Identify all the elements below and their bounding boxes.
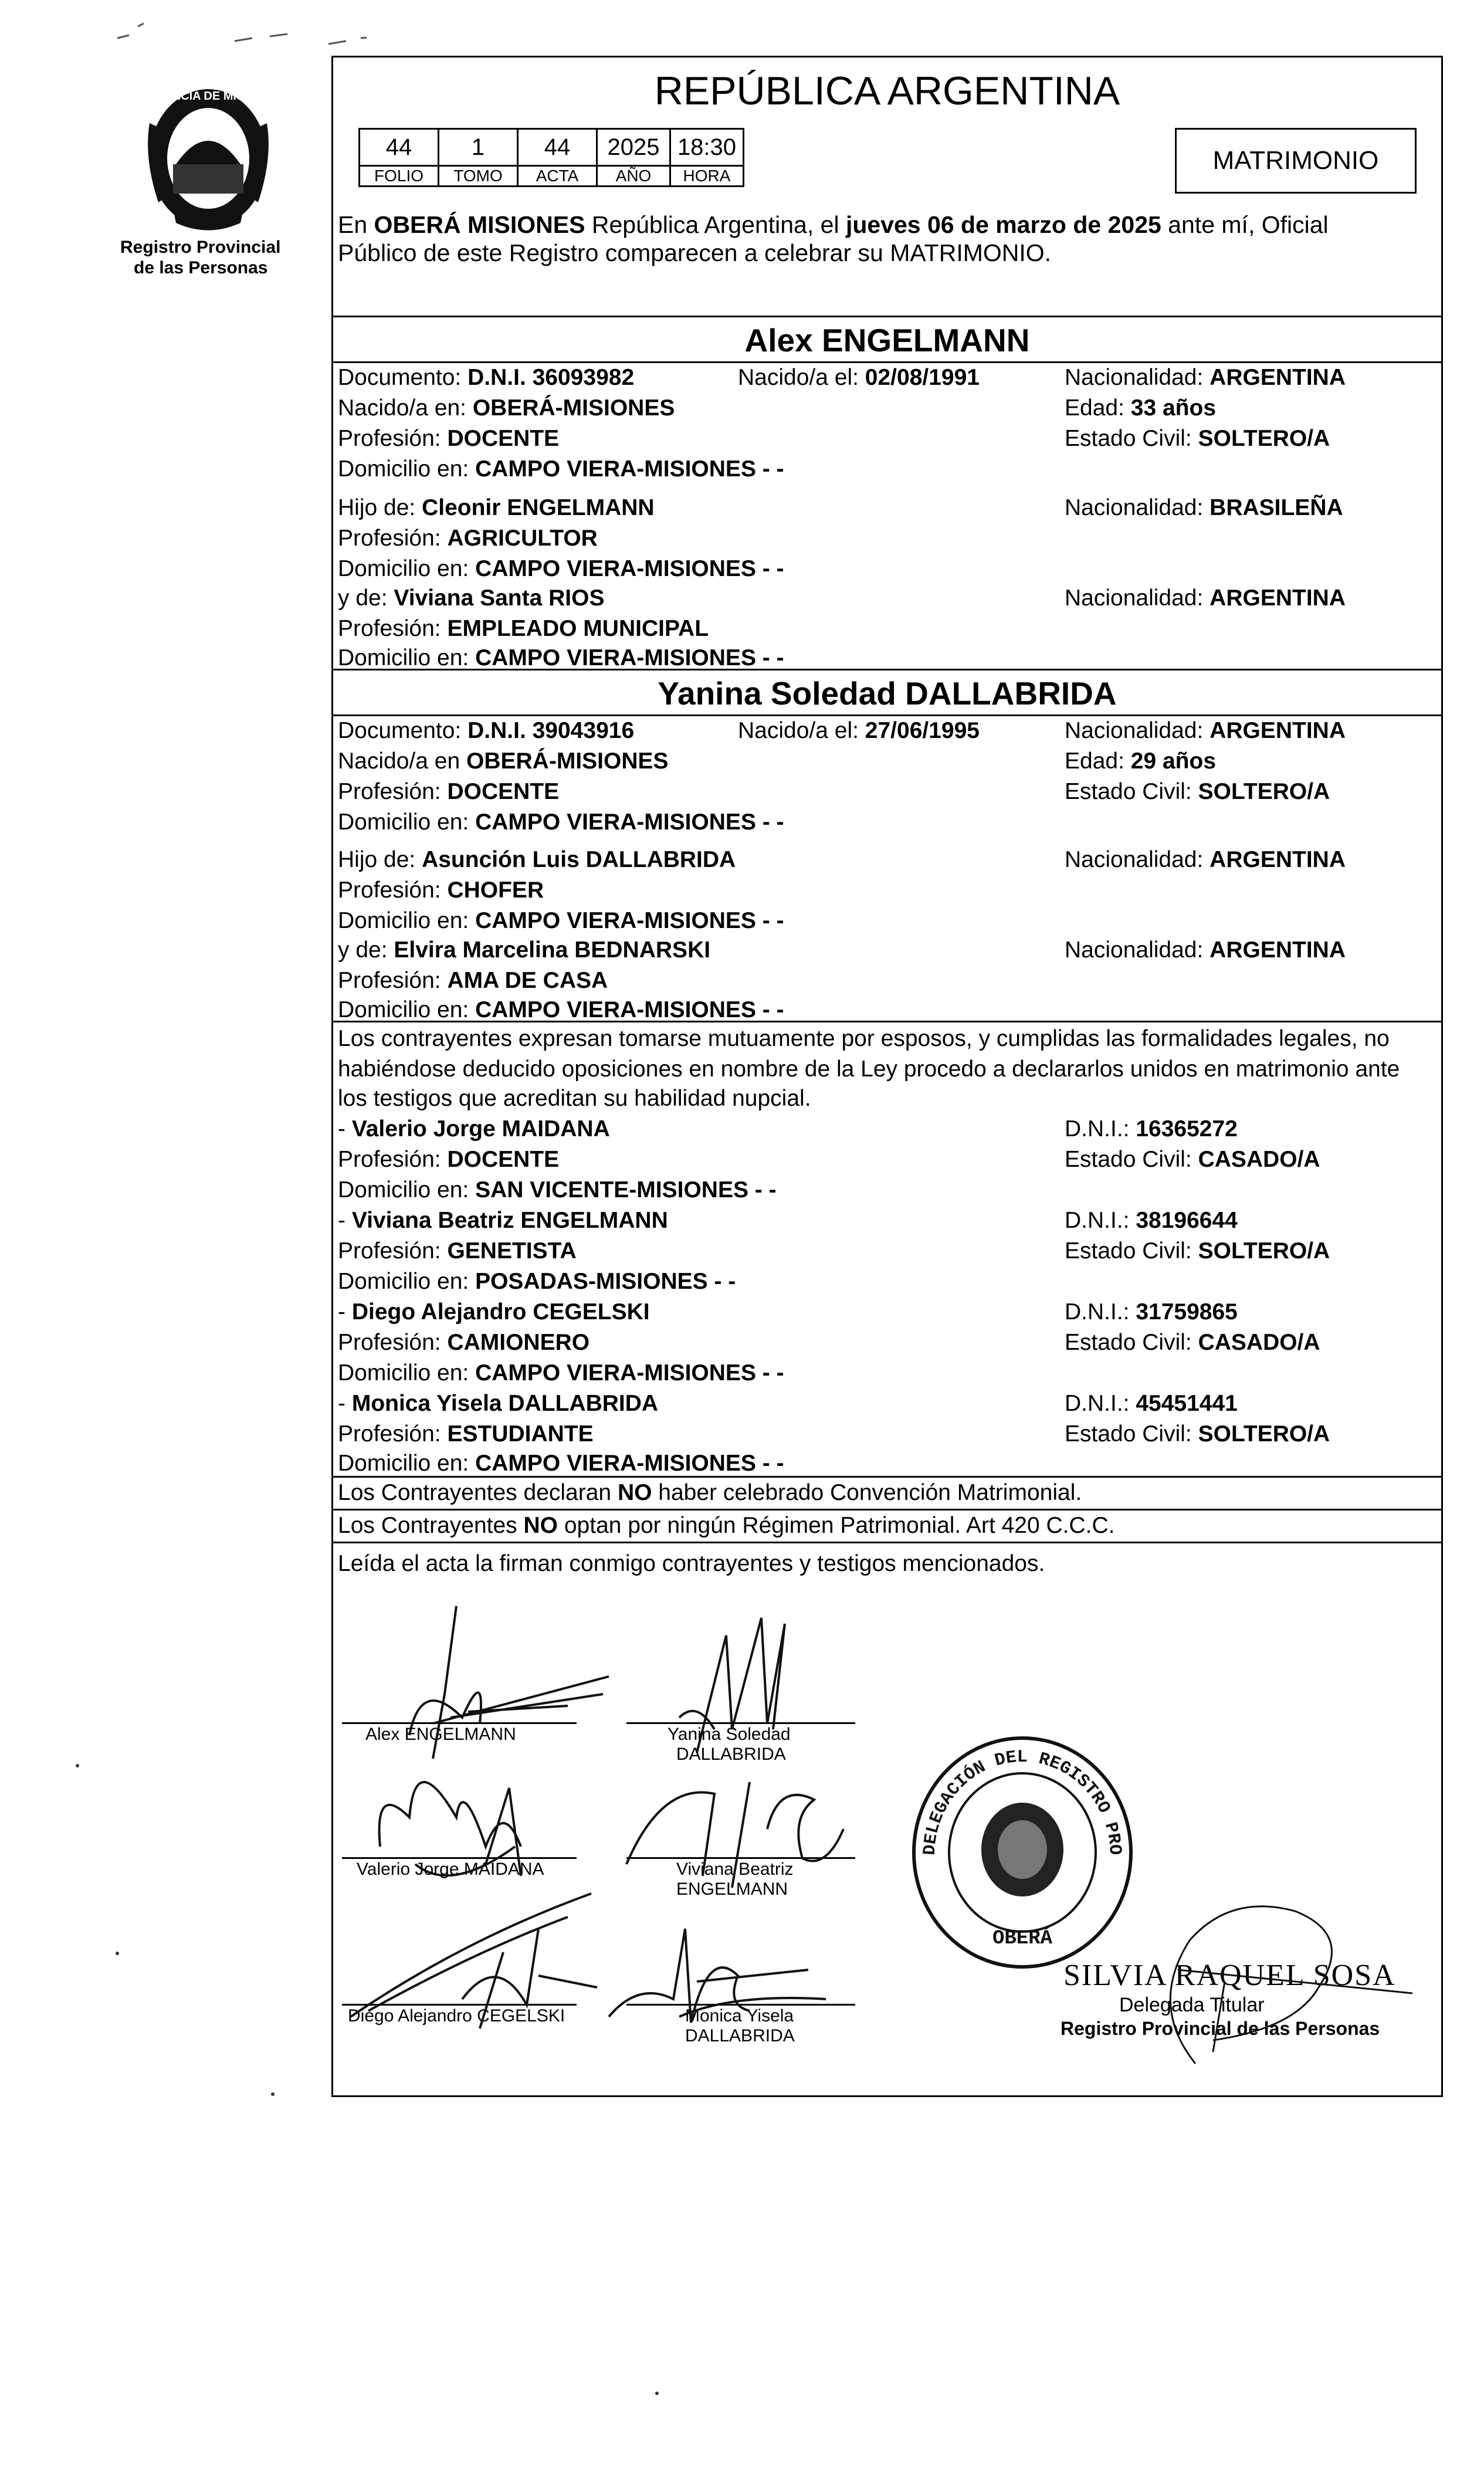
spouse2-mother-nationality: Nacionalidad: ARGENTINA (1065, 937, 1346, 963)
spouse1-address: Domicilio en: CAMPO VIERA-MISIONES - - (338, 456, 784, 482)
folio-label: FOLIO (360, 166, 439, 187)
witness-2-civil-status: Estado Civil: SOLTERO/A (1065, 1238, 1330, 1264)
official-signature (1143, 1888, 1448, 2075)
witness-1-profession: Profesión: DOCENTE (338, 1147, 560, 1172)
spouse2-mother-address: Domicilio en: CAMPO VIERA-MISIONES - - (338, 997, 784, 1022)
spouse1-name: Alex ENGELMANN (744, 322, 1030, 358)
spouse1-birth-place: Nacido/a en: OBERÁ-MISIONES (338, 395, 675, 421)
witness-2-dni: D.N.I.: 38196644 (1065, 1208, 1238, 1233)
spouse2-profession: Profesión: DOCENTE (338, 779, 560, 804)
spouse2-father-name: Hijo de: Asunción Luis DALLABRIDA (338, 847, 736, 872)
witness-4-profession: Profesión: ESTUDIANTE (338, 1421, 594, 1447)
sig-label-yanina-1: Yanina Soledad (668, 1725, 791, 1744)
emblem-caption-2: de las Personas (134, 258, 268, 277)
spouse2-mother-profession: Profesión: AMA DE CASA (338, 968, 608, 993)
anio-label: AÑO (597, 166, 670, 187)
witness-1-name: - Valerio Jorge MAIDANA (338, 1116, 610, 1142)
spouse2-address: Domicilio en: CAMPO VIERA-MISIONES - - (338, 810, 784, 835)
spouse2-age: Edad: 29 años (1065, 749, 1217, 774)
signature-intro: Leída el acta la firman conmigo contrayentes y testigos mencionados. (338, 1551, 1045, 1576)
acta-value: 44 (518, 129, 597, 166)
misiones-coat-of-arms-icon (132, 76, 284, 235)
spouse1-documento: Documento: D.N.I. 36093982 (338, 365, 635, 390)
spouse1-nationality: Nacionalidad: ARGENTINA (1065, 365, 1346, 390)
spouse2-birth-place: Nacido/a en OBERÁ-MISIONES (338, 749, 669, 774)
spouse2-nationality: Nacionalidad: ARGENTINA (1065, 718, 1346, 743)
sig-label-viviana-1: Viviana Beatriz (676, 1860, 794, 1879)
official-org: Registro Provincial de las Personas (1061, 2018, 1380, 2039)
spouse2-birth-date: Nacido/a el: 27/06/1995 (738, 718, 980, 743)
spouse1-father-address: Domicilio en: CAMPO VIERA-MISIONES - - (338, 556, 784, 581)
declaration-line-3: los testigos que acreditan su habilidad nupcial. (338, 1086, 811, 1111)
witness-3-name: - Diego Alejandro CEGELSKI (338, 1299, 650, 1325)
spouse1-profession: Profesión: DOCENTE (338, 426, 560, 451)
spouse1-father-profession: Profesión: AGRICULTOR (338, 526, 598, 551)
tomo-value: 1 (439, 129, 518, 166)
spouse1-mother-name: y de: Viviana Santa RIOS (338, 585, 605, 611)
acta-label: ACTA (518, 166, 597, 187)
witness-3-address: Domicilio en: CAMPO VIERA-MISIONES - - (338, 1360, 784, 1386)
witness-4-civil-status: Estado Civil: SOLTERO/A (1065, 1421, 1330, 1447)
svg-text:OBERÁ: OBERÁ (992, 1928, 1053, 1950)
spouse1-father-nationality: Nacionalidad: BRASILEÑA (1065, 495, 1343, 520)
hora-value: 18:30 (670, 129, 744, 166)
spouse1-civil-status: Estado Civil: SOLTERO/A (1065, 426, 1330, 451)
sig-label-valerio: Valerio Jorge MAIDANA (357, 1860, 544, 1879)
matrimonial-convention: Los Contrayentes declaran NO haber celebrado Convención Matrimonial. (338, 1480, 1082, 1505)
sig-label-alex: Alex ENGELMANN (365, 1725, 516, 1744)
spouse2-name: Yanina Soledad DALLABRIDA (658, 675, 1117, 712)
spouse2-father-address: Domicilio en: CAMPO VIERA-MISIONES - - (338, 908, 784, 933)
signature-yanina (626, 1612, 861, 1753)
spouse2-father-profession: Profesión: CHOFER (338, 878, 544, 903)
spouse2-father-nationality: Nacionalidad: ARGENTINA (1065, 847, 1346, 872)
witness-3-profession: Profesión: CAMIONERO (338, 1330, 590, 1355)
spouse1-mother-nationality: Nacionalidad: ARGENTINA (1065, 585, 1346, 611)
emblem-caption-1: Registro Provincial (120, 238, 281, 257)
spouse1-mother-profession: Profesión: EMPLEADO MUNICIPAL (338, 616, 709, 641)
hora-label: HORA (670, 166, 744, 187)
spouse1-father-name: Hijo de: Cleonir ENGELMANN (338, 495, 655, 520)
witness-2-address: Domicilio en: POSADAS-MISIONES - - (338, 1269, 736, 1294)
witness-2-name: - Viviana Beatriz ENGELMANN (338, 1208, 668, 1233)
witness-4-address: Domicilio en: CAMPO VIERA-MISIONES - - (338, 1451, 784, 1476)
anio-value: 2025 (597, 129, 670, 166)
spouse1-mother-address: Domicilio en: CAMPO VIERA-MISIONES - - (338, 645, 784, 670)
witness-3-civil-status: Estado Civil: CASADO/A (1065, 1330, 1320, 1355)
country-title: REPÚBLICA ARGENTINA (654, 69, 1120, 113)
sig-label-diego: Diego Alejandro CEGELSKI (348, 2006, 565, 2026)
official-title: Delegada Titular (1119, 1994, 1265, 2016)
spouse2-mother-name: y de: Elvira Marcelina BEDNARSKI (338, 937, 711, 963)
official-name: SILVIA RAQUEL SOSA (1063, 1959, 1396, 1992)
witness-1-address: Domicilio en: SAN VICENTE-MISIONES - - (338, 1177, 777, 1203)
declaration-line-1: Los contrayentes expresan tomarse mutuamente por esposos, y cumplidas las formalidades legales, no (338, 1026, 1390, 1051)
act-type-box: MATRIMONIO (1175, 128, 1417, 194)
witness-4-name: - Monica Yisela DALLABRIDA (338, 1391, 659, 1416)
sig-label-viviana-2: ENGELMANN (676, 1879, 788, 1899)
witness-1-dni: D.N.I.: 16365272 (1065, 1116, 1238, 1142)
official-stamp-icon (893, 1712, 1146, 1979)
declaration-line-2: habiéndose deducido oposiciones en nombre de la Ley procedo a declararlos unidos en matrimonio ante (338, 1056, 1400, 1082)
patrimonial-regime: Los Contrayentes NO optan por ningún Régimen Patrimonial. Art 420 C.C.C. (338, 1513, 1115, 1538)
registry-table (358, 128, 744, 187)
sig-label-yanina-2: DALLABRIDA (676, 1745, 786, 1764)
spouse2-documento: Documento: D.N.I. 39043916 (338, 718, 635, 743)
spouse1-birth-date: Nacido/a el: 02/08/1991 (738, 365, 980, 390)
sig-label-monica-1: Monica Yisela (685, 2006, 794, 2026)
scan-dots (70, 1760, 716, 2464)
tomo-label: TOMO (439, 166, 518, 187)
spouse2-civil-status: Estado Civil: SOLTERO/A (1065, 779, 1330, 804)
folio-value: 44 (360, 129, 439, 166)
intro-line-2: Público de este Registro comparecen a celebrar su MATRIMONIO. (338, 239, 1052, 266)
sig-label-monica-2: DALLABRIDA (685, 2026, 795, 2045)
svg-text:PROVINCIA DE MISIONES: PROVINCIA DE MISIONES (135, 90, 281, 103)
witness-3-dni: D.N.I.: 31759865 (1065, 1299, 1238, 1325)
witness-4-dni: D.N.I.: 45451441 (1065, 1391, 1238, 1416)
scan-marks (94, 12, 387, 59)
witness-1-civil-status: Estado Civil: CASADO/A (1065, 1147, 1320, 1172)
intro-line-1: En OBERÁ MISIONES República Argentina, el jueves 06 de marzo de 2025 ante mí, Oficial (338, 211, 1329, 238)
svg-text:DELEGACIÓN DEL REGISTRO PROVIN: DELEGACIÓN DEL REGISTRO PROVINCIAL DE LAS PERSONAS (893, 1712, 1125, 1856)
spouse1-age: Edad: 33 años (1065, 395, 1217, 421)
witness-2-profession: Profesión: GENETISTA (338, 1238, 577, 1264)
